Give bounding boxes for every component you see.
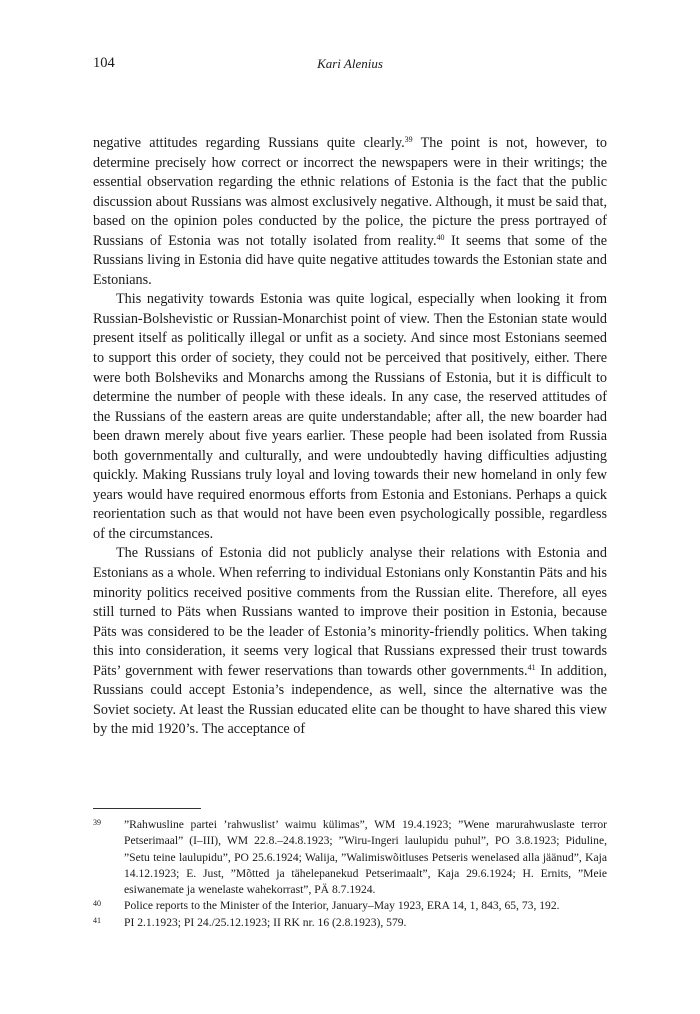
footnote-ref[interactable]: 40 bbox=[436, 232, 445, 242]
footnote-ref[interactable]: 41 bbox=[527, 662, 536, 672]
footnote-number: 41 bbox=[93, 915, 101, 925]
text-run: It seems that some of the Russians living in Estonia did have quite negative attitudes towards the Estonian state and Estonians. bbox=[93, 232, 608, 288]
footnote-number: 39 bbox=[93, 818, 101, 827]
text-run: This negativity towards Estonia was quite logical, especially when looking it from Russian-Bolshevistic or Russian-Monarchist point of view. Then the Estonian state would present itself as politically illegal or unfit as a society. And since most Estonians seemed to support this order of society, they could not be perceived that positively, either. There were both Bolsheviks and Monarchs among the Russians of Estonia, but it is difficult to determine the number of people with these ideals. In any case, the reserved attitudes of the Russians of the eastern areas are quite understandable; after all, the new boarder had been drawn merely about five years earlier. These people had been isolated from Russia both governmentally and culturally, and were undoubtedly having difficulties adjusting quickly. Making Russians truly loyal and loving towards their new homeland in only few years would have required enormous efforts from Estonia and Estonians. Perhaps a quick reorientation such as that would not have been even psychologically possible, regardless of the circumstances. bbox=[93, 291, 607, 542]
footnote-rule bbox=[93, 808, 201, 809]
page bbox=[93, 0, 607, 1014]
footnote-ref[interactable]: 39 bbox=[404, 135, 413, 144]
text-run: The Russians of Estonia did not publicly analyse their relations with Estonia and Estonians as a whole. When referring to individual Estonians only Konstantin Päts and his minority politics received positive comments from the Russian elite. Therefore, all eyes still turned to Päts when Russians wanted to improve their position in Estonia, because Päts was considered to be the leader of Estonia’s minority-friendly politics. When taking this into consideration, it seems very logical that Russians expressed their trust towards Päts’ government with fewer reservations than towards other governments. bbox=[93, 545, 607, 679]
footnote bbox=[93, 915, 607, 931]
footnote-number: 40 bbox=[93, 899, 101, 909]
footnote bbox=[93, 898, 607, 914]
page-number: 104 bbox=[93, 55, 115, 71]
paragraph bbox=[93, 134, 607, 290]
footnote-text: Police reports to the Minister of the Interior, January–May 1923, ERA 14, 1, 843, 65, 73, 192. bbox=[124, 899, 560, 913]
paragraph bbox=[93, 290, 607, 544]
footnote bbox=[93, 817, 607, 898]
body-text bbox=[93, 134, 607, 740]
footnote-text: PI 2.1.1923; PI 24./25.12.1923; II RK nr. 16 (2.8.1923), 579. bbox=[124, 915, 407, 929]
paragraph bbox=[93, 544, 607, 739]
text-run: negative attitudes regarding Russians quite clearly. bbox=[93, 135, 405, 151]
footnote-text: ”Rahwusline partei ’rahwuslist’ waimu külimas”, WM 19.4.1923; ”Wene marurahwuslaste terror Petserimaal” (I–III), WM 22.8.–24.8.1923; ”Wiru-Ingeri laulupidu puhul”, PO 3.8.1923; Piduline, ”Setu teine laulupidu”, PO 25.6.1924; Walija, ”Walimiswõitluses Petseris wenelased alla jäänud”, Kaja 14.12.1923; E. Just, ”Mõtted ja tähelepanekud Petserimaalt”, Kaja 29.6.1924; H. Ernits, ”Meie esiwanemate ja wenelaste wahekorrast”, PÄ 8.7.1924. bbox=[124, 818, 607, 897]
text-run: In addition, Russians could accept Estonia’s independence, as well, since the alternative was the Soviet society. At least the Russian educated elite can be thought to have shared this view by the mid 1920’s. The acceptance of bbox=[93, 662, 607, 738]
running-head: Kari Alenius bbox=[317, 56, 383, 71]
footnotes bbox=[93, 817, 607, 931]
text-run: The point is not, however, to determine precisely how correct or incorrect the newspapers were in their writings; the essential observation regarding the ethnic relations of Estonia is the fact that the public discussion about Russians was almost exclusively negative. Although, it must be said that, based on the opinion poles conducted by the police, the picture the press portrayed of Russians of Estonia was not totally isolated from reality. bbox=[93, 135, 607, 249]
page-header bbox=[93, 55, 607, 75]
